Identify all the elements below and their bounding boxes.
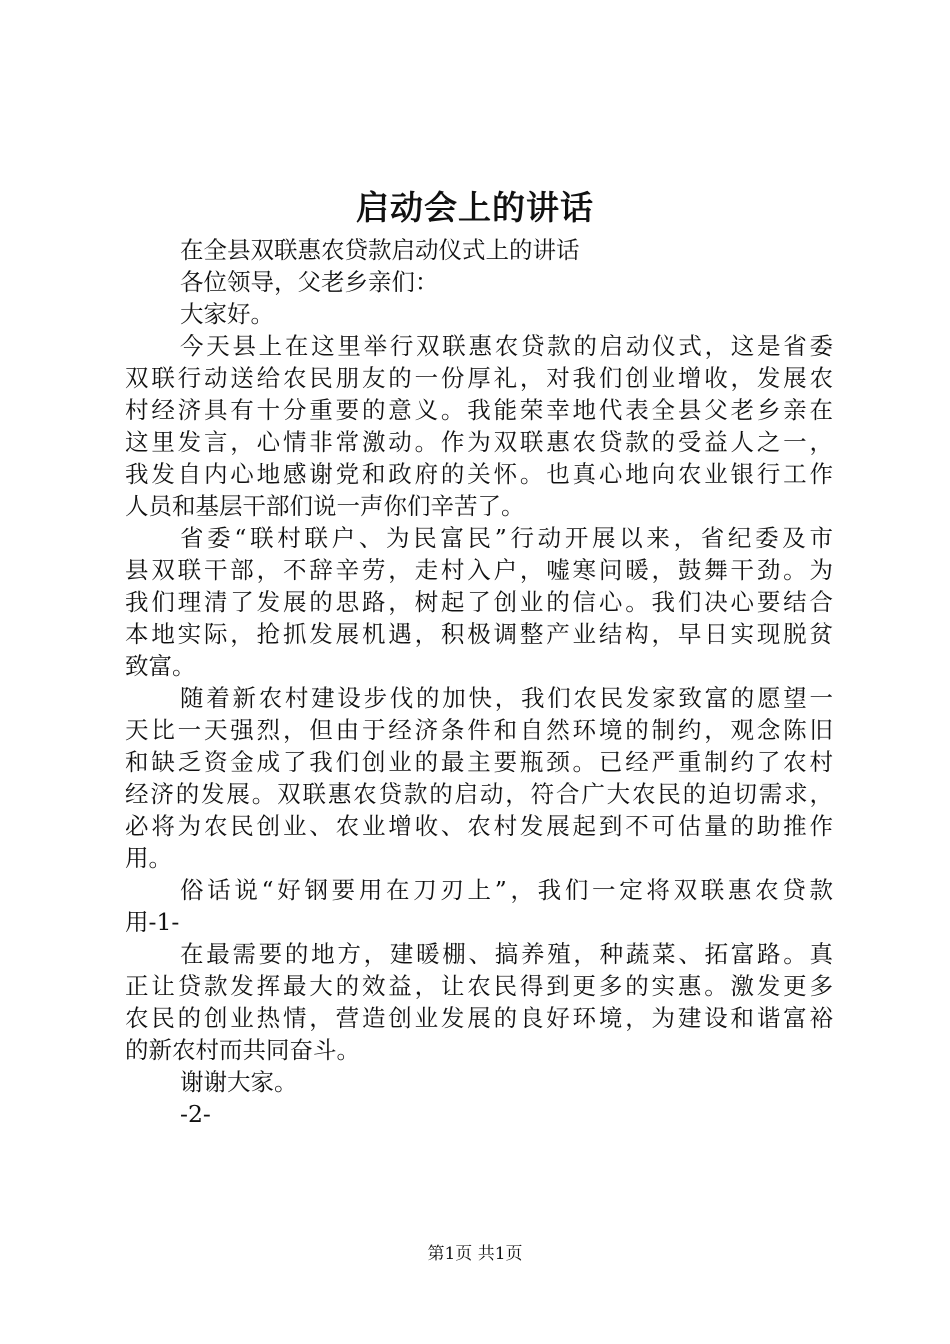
text-line: 经济的发展。双联惠农贷款的启动，符合广大农民的迫切需求， — [125, 780, 833, 808]
text-line: 双联行动送给农民朋友的一份厚礼，对我们创业增收，发展农 — [125, 364, 833, 392]
text-line: 本地实际，抢抓发展机遇，积极调整产业结构，早日实现脱贫 — [125, 620, 833, 648]
text-line: 俗话说“好钢要用在刀刃上”，我们一定将双联惠农贷款 — [180, 876, 833, 904]
text-line: 致富。 — [125, 652, 196, 680]
text-line: 村经济具有十分重要的意义。我能荣幸地代表全县父老乡亲在 — [125, 396, 833, 424]
text-line: 人员和基层干部们说一声你们辛苦了。 — [125, 492, 525, 520]
text-line: -2- — [180, 1100, 211, 1128]
text-line: 县双联干部，不辞辛劳，走村入户，嘘寒问暖，鼓舞干劲。为 — [125, 556, 833, 584]
text-line: 的新农村而共同奋斗。 — [125, 1036, 360, 1064]
text-line: 我们理清了发展的思路，树起了创业的信心。我们决心要结合 — [125, 588, 833, 616]
text-line: 今天县上在这里举行双联惠农贷款的启动仪式，这是省委 — [180, 332, 833, 360]
text-line: 天比一天强烈，但由于经济条件和自然环境的制约，观念陈旧 — [125, 716, 833, 744]
text-line: 正让贷款发挥最大的效益，让农民得到更多的实惠。激发更多 — [125, 972, 833, 1000]
text-line: 大家好。 — [180, 300, 274, 328]
text-line: 用。 — [125, 844, 172, 872]
text-line: 随着新农村建设步伐的加快，我们农民发家致富的愿望一 — [180, 684, 833, 712]
text-line: 用-1- — [125, 908, 180, 936]
text-line: 这里发言，心情非常激动。作为双联惠农贷款的受益人之一， — [125, 428, 833, 456]
text-line: 必将为农民创业、农业增收、农村发展起到不可估量的助推作 — [125, 812, 833, 840]
text-line: 我发自内心地感谢党和政府的关怀。也真心地向农业银行工作 — [125, 460, 833, 488]
document-body — [125, 234, 833, 1130]
text-line: 谢谢大家。 — [180, 1068, 298, 1096]
text-line: 农民的创业热情，营造创业发展的良好环境，为建设和谐富裕 — [125, 1004, 833, 1032]
page-footer: 第1页 共1页 — [427, 1244, 523, 1264]
text-line: 各位领导，父老乡亲们： — [180, 268, 439, 296]
text-line: 在全县双联惠农贷款启动仪式上的讲话 — [180, 236, 580, 264]
text-line: 在最需要的地方，建暖棚、搞养殖，种蔬菜、拓富路。真 — [180, 940, 833, 968]
text-line: 和缺乏资金成了我们创业的最主要瓶颈。已经严重制约了农村 — [125, 748, 833, 776]
document-title: 启动会上的讲话 — [356, 188, 594, 227]
text-line: 省委“联村联户、为民富民”行动开展以来，省纪委及市 — [180, 524, 833, 552]
